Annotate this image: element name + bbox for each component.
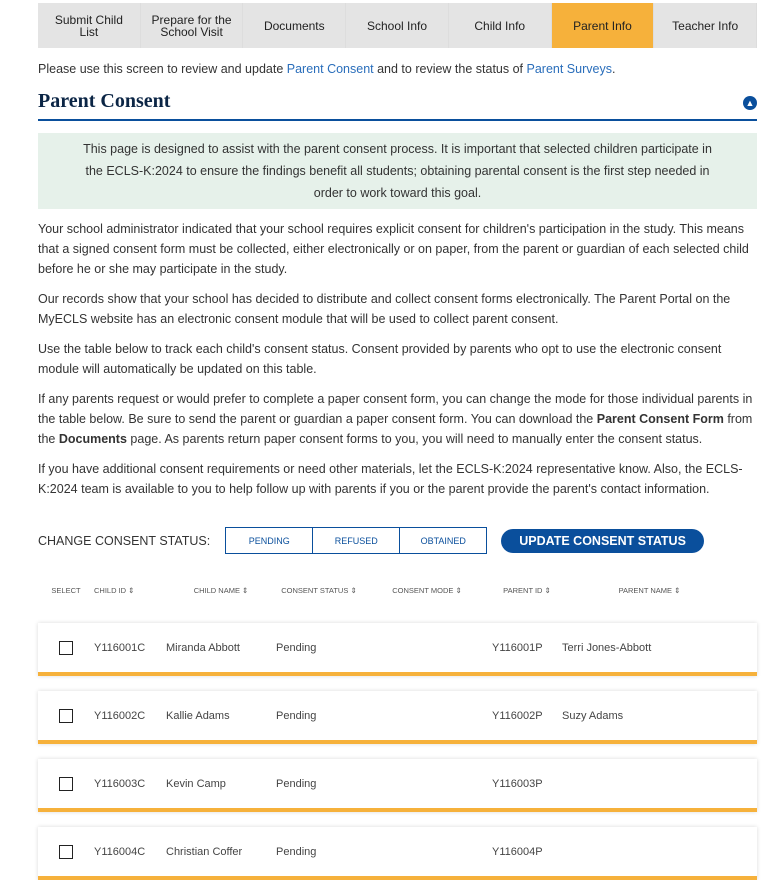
child-name: Miranda Abbott bbox=[166, 641, 240, 654]
update-consent-status-button[interactable]: UPDATE CONSENT STATUS bbox=[501, 529, 704, 553]
col-child-id[interactable]: CHILD ID ⇕ bbox=[94, 585, 135, 595]
row-checkbox[interactable] bbox=[59, 641, 73, 655]
tab-documents[interactable]: Documents bbox=[243, 3, 346, 48]
intro-mid: and to review the status of bbox=[373, 62, 527, 76]
obtained-button[interactable]: OBTAINED bbox=[399, 527, 487, 554]
chevron-up-icon[interactable]: ▲ bbox=[743, 96, 757, 110]
child-id: Y116001C bbox=[94, 641, 146, 654]
consent-status: Pending bbox=[276, 777, 317, 790]
nav-tabs bbox=[38, 3, 757, 48]
status-segment bbox=[226, 527, 487, 554]
consent-controls bbox=[38, 527, 757, 554]
select-cell bbox=[38, 777, 94, 791]
table-row bbox=[38, 827, 757, 880]
paragraph-5: If you have additional consent requirements or need other materials, let the ECLS-K:2024 representative know. Also, the ECLS-K:2024 team is available to you to help follow up with parents if you or the parent provide the parent's contact information. bbox=[38, 462, 743, 496]
child-name: Kevin Camp bbox=[166, 777, 226, 790]
table-row bbox=[38, 759, 757, 812]
parent-surveys-link[interactable]: Parent Surveys bbox=[526, 62, 612, 76]
table-body bbox=[38, 623, 757, 880]
paragraph-2: Our records show that your school has decided to distribute and collect consent forms electronically. The Parent Portal on the MyECLS website has an electronic consent module that will be used to collect parent consent. bbox=[38, 292, 731, 326]
consent-status: Pending bbox=[276, 845, 317, 858]
intro-post: . bbox=[611, 62, 616, 76]
parent-name: Suzy Adams bbox=[562, 709, 624, 722]
tab-parent-info[interactable]: Parent Info bbox=[552, 3, 655, 48]
tab-teacher-info[interactable]: Teacher Info bbox=[654, 3, 757, 48]
p4-text: page. As parents return paper consent forms to you, you will need to manually enter the consent status. bbox=[126, 432, 703, 446]
documents-ref: Documents bbox=[58, 432, 127, 446]
tab-submit-child-list[interactable]: Submit Child List bbox=[38, 3, 141, 48]
row-checkbox[interactable] bbox=[59, 845, 73, 859]
consent-status: Pending bbox=[276, 709, 317, 722]
section-header bbox=[38, 90, 757, 121]
parent-id: Y116001P bbox=[492, 641, 543, 654]
intro-pre: Please use this screen to review and update bbox=[38, 62, 287, 76]
paragraph-4 bbox=[38, 389, 757, 449]
parent-consent-link[interactable]: Parent Consent bbox=[286, 62, 374, 76]
p4-text: from the bbox=[38, 412, 753, 446]
child-id: Y116003C bbox=[94, 777, 146, 790]
table-row bbox=[38, 691, 757, 744]
parent-name: Terri Jones-Abbott bbox=[562, 641, 652, 654]
info-note: This page is designed to assist with the parent consent process. It is important that selected children participate in the ECLS-K:2024 to ensure the findings benefit all students; obtaining parental consent is the first step needed in order to work toward this goal. bbox=[38, 133, 757, 209]
intro-text bbox=[38, 62, 757, 76]
consent-status: Pending bbox=[276, 641, 317, 654]
child-name: Christian Coffer bbox=[166, 845, 243, 858]
select-cell bbox=[38, 709, 94, 723]
child-id: Y116002C bbox=[94, 709, 146, 722]
select-cell bbox=[38, 641, 94, 655]
parent-id: Y116003P bbox=[492, 777, 543, 790]
row-checkbox[interactable] bbox=[59, 709, 73, 723]
col-consent-mode[interactable]: CONSENT MODE ⇕ bbox=[392, 585, 462, 595]
paragraph-1: Your school administrator indicated that your school requires explicit consent for children's participation in the study. This means that a signed consent form must be collected, either electronically or on paper, from the parent or guardian of each selected child before he or she may participate in the study. bbox=[38, 222, 749, 276]
child-name: Kallie Adams bbox=[166, 709, 230, 722]
parent-id: Y116002P bbox=[492, 709, 543, 722]
col-select: SELECT bbox=[51, 585, 81, 595]
refused-button[interactable]: REFUSED bbox=[312, 527, 400, 554]
tab-school-info[interactable]: School Info bbox=[346, 3, 449, 48]
tab-child-info[interactable]: Child Info bbox=[449, 3, 552, 48]
change-status-label: CHANGE CONSENT STATUS: bbox=[38, 533, 211, 548]
select-cell bbox=[38, 845, 94, 859]
page-title: Parent Consent bbox=[38, 90, 171, 112]
p4-text: If any parents request or would prefer to complete a paper consent form, you can change the mode for those individual parents in the table below. Be sure to send the parent or guardian a paper consent form. You can download the bbox=[38, 392, 753, 426]
col-parent-name[interactable]: PARENT NAME ⇕ bbox=[618, 585, 681, 595]
pending-button[interactable]: PENDING bbox=[225, 527, 313, 554]
col-child-name[interactable]: CHILD NAME ⇕ bbox=[193, 585, 249, 595]
child-id: Y116004C bbox=[94, 845, 146, 858]
table-row bbox=[38, 623, 757, 676]
parent-id: Y116004P bbox=[492, 845, 543, 858]
tab-prepare-school-visit[interactable]: Prepare for the School Visit bbox=[141, 3, 244, 48]
col-parent-id[interactable]: PARENT ID ⇕ bbox=[503, 585, 551, 595]
col-consent-status[interactable]: CONSENT STATUS ⇕ bbox=[281, 585, 357, 595]
paragraph-3: Use the table below to track each child's consent status. Consent provided by parents who opt to use the electronic consent module will automatically be updated on this table. bbox=[38, 342, 722, 376]
parent-consent-form-ref: Parent Consent Form bbox=[596, 412, 724, 426]
row-checkbox[interactable] bbox=[59, 777, 73, 791]
table-header bbox=[38, 572, 757, 608]
